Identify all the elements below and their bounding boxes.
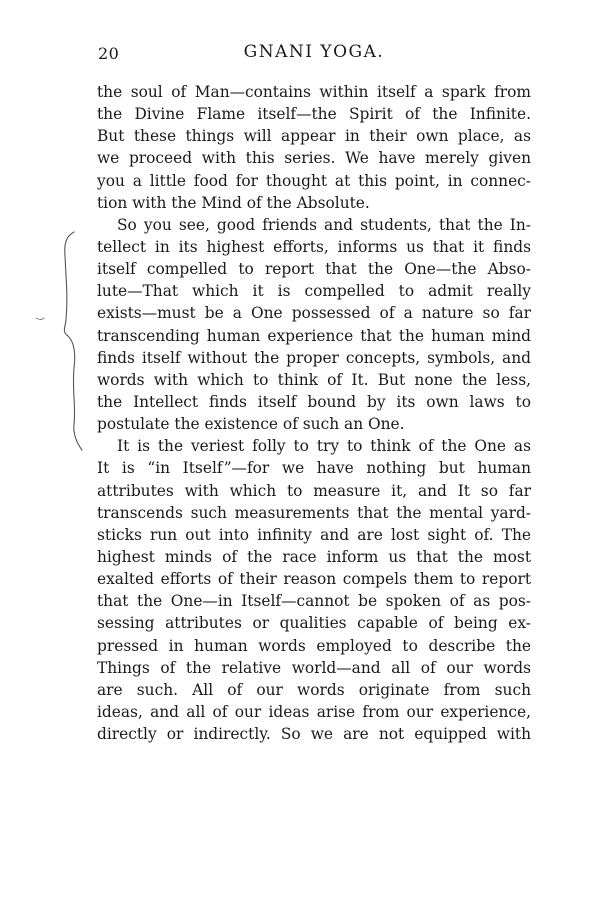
text-line: you a little food for thought at this point, in connec- xyxy=(97,171,531,190)
text-line: sessing attributes or qualities capable of being ex- xyxy=(97,614,531,633)
running-title: GNANI YOGA. xyxy=(243,42,385,62)
text-line: the soul of Man—contains within itself a spark from xyxy=(97,83,531,101)
text-line: itself compelled to report that the One—the Abso- xyxy=(97,260,531,279)
text-line: the Divine Flame itself—the Spirit of the Infinite. xyxy=(97,105,531,124)
text-line: exalted efforts of their reason compels them to report xyxy=(97,570,531,589)
text-line: It is “in Itself”—for we have nothing but human xyxy=(97,459,531,478)
text-line: attributes with which to measure it, and It so far xyxy=(97,481,531,500)
text-line: So you see, good friends and students, that the In- xyxy=(117,215,531,234)
text-line: highest minds of the race inform us that the most xyxy=(97,547,531,566)
text-line: sticks run out into infinity and are lost sight of. The xyxy=(97,525,531,544)
text-line: lute—That which it is compelled to admit really xyxy=(97,282,531,301)
text-line: tellect in its highest efforts, informs us that it finds xyxy=(97,237,531,256)
paragraph xyxy=(97,214,531,435)
text-line: that the One—in Itself—cannot be spoken of as pos- xyxy=(97,592,531,611)
text-line: transcends such measurements that the mental yard- xyxy=(97,503,531,522)
text-line: are such. All of our words originate from such xyxy=(97,680,531,699)
text-line: It is the veriest folly to try to think of the One as xyxy=(117,437,531,456)
text-line: postulate the existence of such an One. xyxy=(97,415,405,434)
text-line: Things of the relative world—and all of our words xyxy=(97,658,531,677)
text-line: tion with the Mind of the Absolute. xyxy=(97,193,370,212)
text-line: we proceed with this series. We have merely given xyxy=(97,149,531,168)
page-number: 20 xyxy=(98,44,120,63)
body-text xyxy=(97,81,531,745)
text-line: exists—must be a One possessed of a nature so far xyxy=(97,304,531,323)
text-line: But these things will appear in their own place, as xyxy=(97,127,531,146)
page-header xyxy=(96,42,532,66)
handwritten-margin-bracket xyxy=(30,228,90,468)
text-line: finds itself without the proper concepts, symbols, and xyxy=(97,348,531,367)
text-line: the Intellect finds itself bound by its own laws to xyxy=(97,392,531,411)
paragraph xyxy=(97,81,531,214)
text-line: ideas, and all of our ideas arise from our experience, xyxy=(97,702,531,721)
text-line: pressed in human words employed to describe the xyxy=(97,636,531,655)
paragraph xyxy=(97,435,531,745)
text-line: directly or indirectly. So we are not equipped with xyxy=(97,725,531,744)
text-line: words with which to think of It. But none the less, xyxy=(97,370,531,389)
text-line: transcending human experience that the human mind xyxy=(97,326,531,345)
